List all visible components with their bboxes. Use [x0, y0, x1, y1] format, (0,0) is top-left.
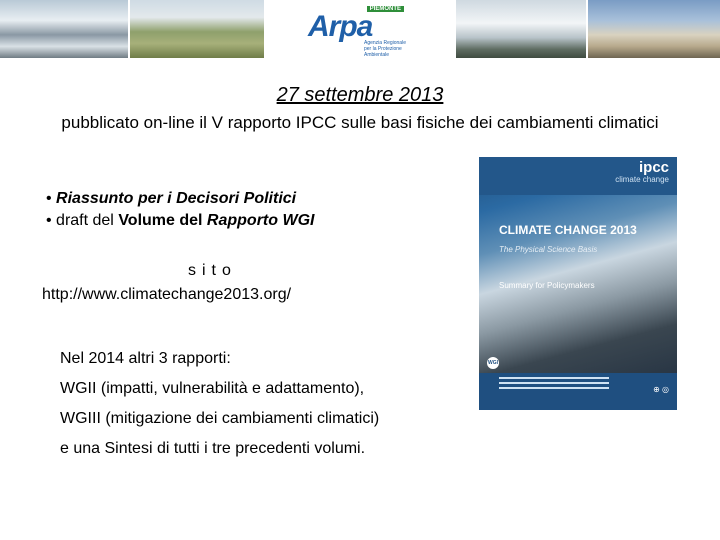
cover-wg-badge: WGI	[487, 357, 499, 369]
banner-photo-waterfall	[456, 0, 586, 58]
arpa-logo	[306, 6, 410, 58]
more-reports	[60, 344, 379, 464]
page-subtitle: pubblicato on-line il V rapporto IPCC sulle basi fisiche dei cambiamenti climatici	[61, 113, 659, 132]
un-emblem-icon: ⊕ ◎	[653, 385, 669, 394]
logo-word: Arpa	[308, 10, 373, 43]
more-reports-line: WGIII (mitigazione dei cambiamenti climatici)	[60, 410, 380, 427]
logo-subtitle: Agenzia Regionale per la Protezione Ambientale	[364, 40, 406, 58]
cover-title: CLIMATE CHANGE 2013	[499, 223, 637, 237]
logo-tag: PIEMONTE	[367, 6, 404, 12]
cover-brand: ipcc	[638, 159, 669, 176]
bullet-list	[46, 188, 314, 232]
bullet-item-riassunto: • Riassunto per i Decisori Politici	[46, 190, 297, 207]
bullet-item-draft: • draft del Volume del Rapporto WGI	[46, 212, 315, 229]
ipcc-report-cover	[479, 157, 677, 410]
cover-brand-sub: climate change	[615, 175, 669, 184]
more-reports-line: WGII (impatti, vulnerabilità e adattamento),	[60, 380, 365, 397]
more-reports-line: Nel 2014 altri 3 rapporti:	[60, 350, 231, 367]
cover-small-text	[499, 377, 609, 392]
banner-photo-snow-mountains	[0, 0, 128, 58]
header-banner	[0, 0, 720, 60]
site-label: sito	[188, 262, 237, 279]
cover-subtitle: The Physical Science Basis	[499, 245, 598, 254]
more-reports-line: e una Sintesi di tutti i tre precedenti volumi.	[60, 440, 366, 457]
page-title-date: 27 settembre 2013	[276, 84, 444, 106]
site-url-link[interactable]: http://www.climatechange2013.org/	[42, 286, 292, 303]
banner-photo-fields	[130, 0, 264, 58]
cover-summary: Summary for Policymakers	[499, 281, 595, 290]
banner-photo-monastery	[588, 0, 720, 58]
